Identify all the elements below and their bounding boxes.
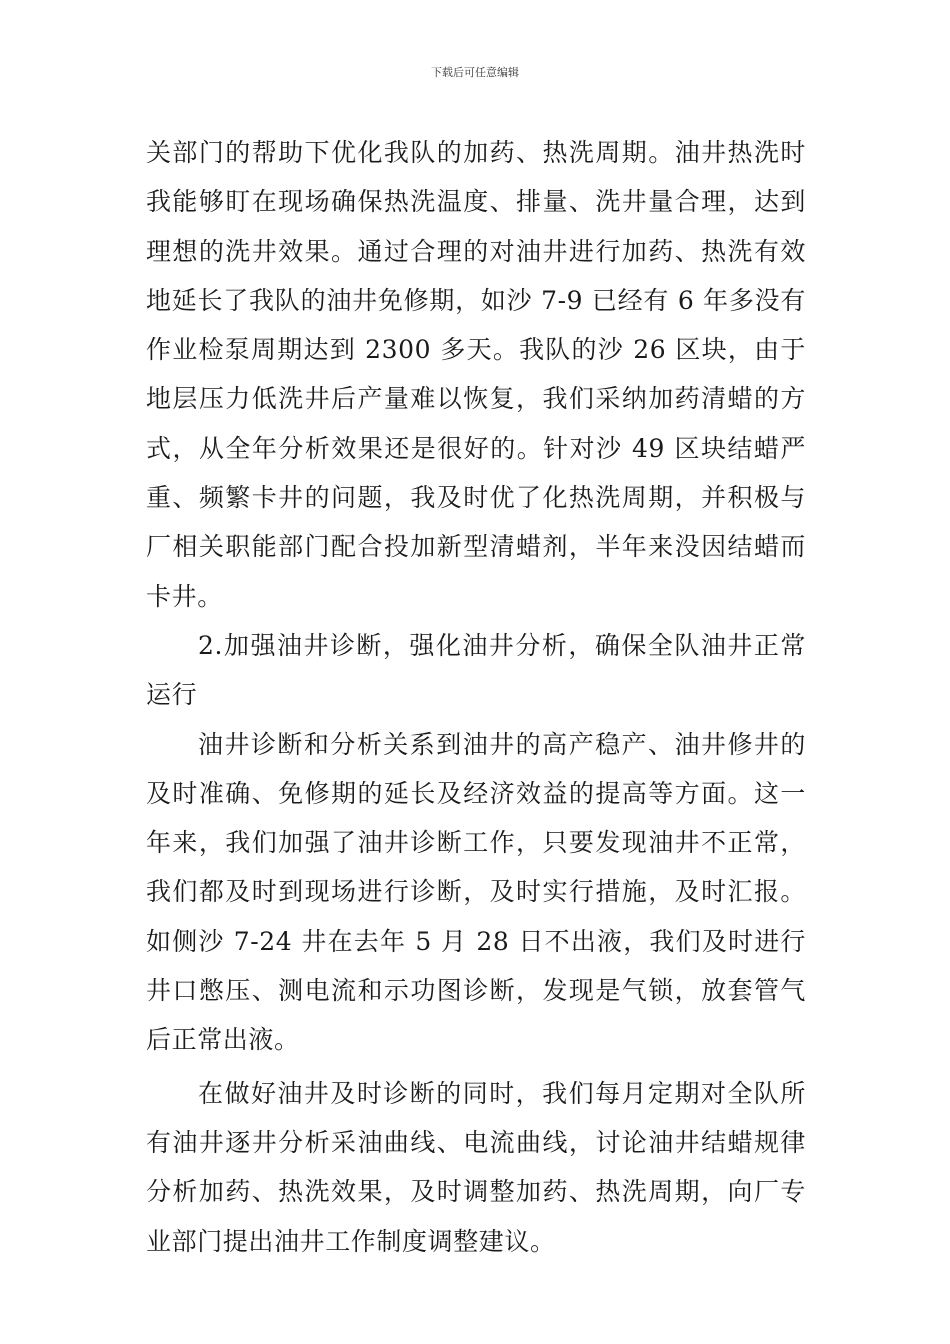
page-header: 下载后可任意编辑 [431, 66, 519, 79]
section-heading: 2.加强油井诊断，强化油井分析，确保全队油井正常运行 [146, 630, 806, 710]
paragraph-analysis: 在做好油井及时诊断的同时，我们每月定期对全队所有油井逐井分析采油曲线、电流曲线，讨论油井结蜡规律分析加药、热洗效果，及时调整加药、热洗周期，向厂专业部门提出油井工作制度调整建议。 [146, 1078, 806, 1256]
paragraph-diagnosis: 油井诊断和分析关系到油井的高产稳产、油井修井的及时准确、免修期的延长及经济效益的提高等方面。这一年来，我们加强了油井诊断工作，只要发现油井不正常，我们都及时到现场进行诊断，及时实行措施，及时汇报。如侧沙 7-24 井在去年 5 月 28 日不出液，我们及时进行井口憋压、测电流和示功图诊断，发现是气锁，放套管气后正常出液。 [146, 729, 806, 1055]
document-body [146, 128, 806, 1266]
paragraph-continued: 关部门的帮助下优化我队的加药、热洗周期。油井热洗时我能够盯在现场确保热洗温度、排量、洗井量合理，达到理想的洗井效果。通过合理的对油井进行加药、热洗有效地延长了我队的油井免修期，如沙 7-9 已经有 6 年多没有作业检泵周期达到 2300 多天。我队的沙 26 区块，由于地层压力低洗井后产量难以恢复，我们采纳加药清蜡的方式，从全年分析效果还是很好的。针对沙 49 区块结蜡严重、频繁卡井的问题，我及时优了化热洗周期，并积极与厂相关职能部门配合投加新型清蜡剂，半年来没因结蜡而卡井。 [146, 138, 806, 611]
